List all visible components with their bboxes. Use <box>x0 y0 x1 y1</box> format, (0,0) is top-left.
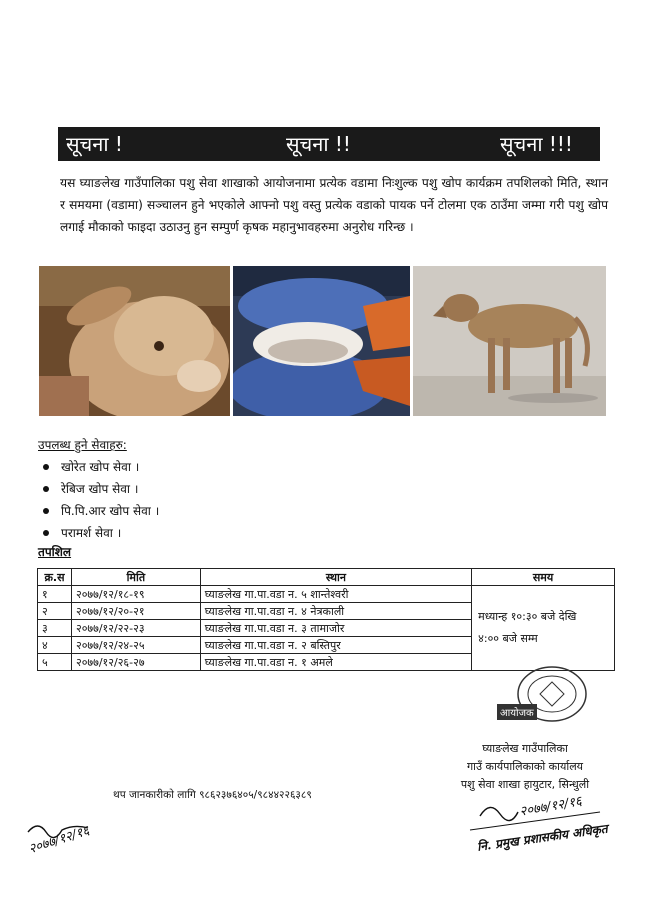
service-item: पि.पि.आर खोप सेवा । <box>38 500 159 522</box>
mouth-photo <box>233 266 410 416</box>
date-cell: २०७७/१२/२६-२७ <box>71 654 200 671</box>
bullet-icon <box>43 464 49 470</box>
banner-notice-3: सूचना !!! <box>500 132 573 156</box>
organizer-line: गाउँ कार्यपालिकाको कार्यालय <box>466 760 584 773</box>
bullet-icon <box>43 508 49 514</box>
contact-line: थप जानकारीको लागि ९८६२३७६४०५/९८४४२२६३८९ <box>113 789 312 801</box>
serial-cell: ३ <box>38 620 72 637</box>
intro-paragraph: यस घ्याङलेख गाउँपालिका पशु सेवा शाखाको आयोजनामा प्रत्येक वडामा निःशुल्क पशु खोप कार्यक्रम तपशिलको मिति, स्थान र समयमा (वडामा) सञ्चालन हुने भएकोले आफ्नो पशु वस्तु प्रत्येक वडाको पायक पर्ने टोलमा एक ठाउँमा जम्मा गरी पशु खोप लगाई मौकाको फाइदा उठाउनु हुन सम्पुर्ण कृषक महानुभावहरुमा अनुरोध गरिन्छ । <box>60 176 608 234</box>
col-header-time: समय <box>472 569 615 586</box>
bullet-icon <box>43 486 49 492</box>
bullet-icon <box>43 530 49 536</box>
banner-notice-2: सूचना !! <box>286 132 351 156</box>
date-cell: २०७७/१२/२४-२५ <box>71 637 200 654</box>
organizer-badge: आयोजक <box>497 704 537 720</box>
place-cell: घ्याङलेख गा.पा.वडा न. ५ शान्तेश्वरी <box>200 586 471 603</box>
signature-left <box>18 818 128 878</box>
place-cell: घ्याङलेख गा.पा.वडा न. ३ तामाजोर <box>200 620 471 637</box>
serial-cell: १ <box>38 586 72 603</box>
signature-right-date: २०७७/१२/१६ <box>518 794 584 820</box>
service-item: खोरेत खोप सेवा । <box>38 456 159 478</box>
signature-right <box>460 796 620 876</box>
notice-banner <box>58 127 600 161</box>
service-item: परामर्श सेवा । <box>38 522 159 544</box>
organizer-block <box>440 740 610 794</box>
banner-notice-1: सूचना ! <box>66 132 123 156</box>
serial-cell: २ <box>38 603 72 620</box>
schedule-table <box>37 568 615 671</box>
time-start: मध्यान्ह १०:३० बजे देखि <box>478 610 577 623</box>
date-cell: २०७७/१२/२०-२१ <box>71 603 200 620</box>
services-heading: उपलब्ध हुने सेवाहरु: <box>38 438 127 452</box>
place-cell: घ्याङलेख गा.पा.वडा न. १ अमले <box>200 654 471 671</box>
table-header-row <box>38 569 615 586</box>
table-row <box>38 586 615 603</box>
signature-right-title: नि. प्रमुख प्रशासकीय अधिकृत <box>476 821 609 854</box>
place-cell: घ्याङलेख गा.पा.वडा न. २ बस्तिपुर <box>200 637 471 654</box>
col-header-date: मिति <box>71 569 200 586</box>
service-item: रेबिज खोप सेवा । <box>38 478 159 500</box>
organizer-line: पशु सेवा शाखा हायुटार, सिन्धुली <box>460 778 590 791</box>
col-header-serial: क्र.स <box>38 569 72 586</box>
time-end: ४:०० बजे सम्म <box>478 632 538 645</box>
serial-cell: ५ <box>38 654 72 671</box>
schedule-heading: तपशिल <box>38 545 72 559</box>
goat-photo <box>39 266 230 416</box>
serial-cell: ४ <box>38 637 72 654</box>
organizer-line: घ्याङलेख गाउँपालिका <box>482 742 568 755</box>
dog-photo <box>413 266 606 416</box>
signature-left-date: २०७७/१२/१६ <box>26 823 92 858</box>
col-header-place: स्थान <box>200 569 471 586</box>
services-list <box>38 456 159 544</box>
date-cell: २०७७/१२/१८-१९ <box>71 586 200 603</box>
date-cell: २०७७/१२/२२-२३ <box>71 620 200 637</box>
place-cell: घ्याङलेख गा.पा.वडा न. ४ नेत्रकाली <box>200 603 471 620</box>
time-cell <box>472 586 615 671</box>
